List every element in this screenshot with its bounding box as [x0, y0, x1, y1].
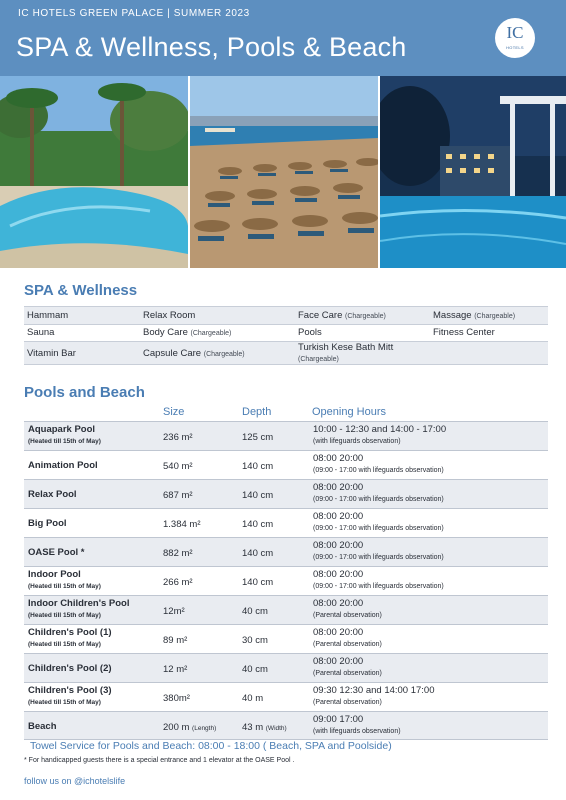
pool-name: Big Pool: [28, 518, 67, 529]
spa-cell: [295, 342, 430, 365]
pool-depth: [242, 548, 273, 559]
depth-column-header: Depth: [242, 406, 272, 418]
opening-hours: 08:00 20:00: [313, 627, 364, 638]
ic-hotels-logo: [495, 18, 535, 58]
pool-size: [163, 722, 216, 733]
pool-depth-value: 140 cm: [242, 490, 274, 501]
towel-service-note: Towel Service for Pools and Beach: 08:00 - 18:00 ( Beach, SPA and Poolside): [30, 740, 392, 752]
pool-size-value: 12m²: [163, 606, 185, 617]
pool-depth: [242, 490, 273, 501]
spa-service-label: Hammam: [27, 309, 69, 321]
pool-size: [163, 664, 187, 675]
beach-umbrellas-photo: [190, 76, 378, 268]
pool-row: [24, 450, 548, 479]
page-header: [0, 0, 566, 76]
pool-name: Beach: [28, 721, 57, 732]
spa-service-label: Massage: [433, 309, 472, 321]
opening-hours: 08:00 20:00: [313, 656, 364, 667]
pool-size-value: 1.384 m²: [163, 519, 201, 530]
chargeable-note: (Chargeable): [203, 350, 245, 358]
logo-mark: IC: [506, 23, 524, 42]
pool-depth-value: 40 cm: [242, 606, 268, 617]
observation-note: (09:00 - 17:00 with lifeguards observation): [313, 525, 444, 532]
spa-cell: [24, 307, 140, 325]
pool-row: [24, 479, 548, 508]
chargeable-note: (Chargeable): [474, 312, 516, 320]
spa-cell: [295, 324, 430, 342]
pool-size: [163, 693, 190, 704]
pool-size: [163, 606, 185, 617]
spa-services-table: [24, 306, 548, 365]
pool-depth: [242, 577, 273, 588]
chargeable-note: (Chargeable): [298, 356, 339, 363]
pool-depth-value: 140 cm: [242, 548, 274, 559]
spa-cell: [140, 324, 295, 342]
pool-depth-value: 43 m: [242, 722, 264, 733]
spa-row: [24, 307, 548, 325]
pools-section-title: Pools and Beach: [24, 384, 145, 401]
pool-depth: [242, 664, 268, 675]
observation-note: (Parental observation): [313, 670, 382, 677]
pool-row: [24, 508, 548, 537]
opening-hours: 09:30 12:30 and 14:00 17:00: [313, 685, 435, 696]
pool-size-value: 236 m²: [163, 432, 193, 443]
logo-subtext: HOTELS: [506, 45, 524, 50]
spa-service-label: Fitness Center: [433, 327, 495, 339]
pool-size-value: 12 m²: [163, 664, 188, 675]
opening-hours: 08:00 20:00: [313, 598, 364, 609]
pool-name: Children's Pool (3): [28, 685, 112, 696]
heated-note: (Heated till 15th of May): [28, 438, 101, 445]
heated-note: (Heated till 15th of May): [28, 641, 101, 648]
pool-name: OASE Pool *: [28, 547, 85, 558]
opening-hours: 09:00 17:00: [313, 714, 364, 725]
pool-depth: [242, 606, 268, 617]
observation-note: (09:00 - 17:00 with lifeguards observation): [313, 583, 444, 590]
pool-depth-value: 140 cm: [242, 519, 274, 530]
opening-hours: 08:00 20:00: [313, 453, 364, 464]
observation-note: (with lifeguards observation): [313, 438, 401, 445]
pool-size: [163, 635, 187, 646]
pool-size-value: 687 m²: [163, 490, 193, 501]
spa-cell: [24, 342, 140, 365]
pool-name: Indoor Children's Pool: [28, 598, 130, 609]
length-note: (Length): [192, 725, 217, 732]
social-follow-link[interactable]: follow us on @ichotelslife: [24, 776, 126, 786]
pool-row: [24, 711, 548, 740]
pool-name: Children's Pool (2): [28, 663, 112, 674]
pool-depth: [242, 635, 268, 646]
spa-cell: [140, 342, 295, 365]
pool-depth-value: 40 cm: [242, 664, 268, 675]
opening-hours: 08:00 20:00: [313, 569, 364, 580]
observation-note: (Parental observation): [313, 641, 382, 648]
spa-service-label: Turkish Kese Bath Mitt: [298, 342, 394, 353]
pool-size: [163, 548, 193, 559]
opening-hours: 08:00 20:00: [313, 482, 364, 493]
spa-section-title: SPA & Wellness: [24, 282, 138, 299]
pool-row: [24, 595, 548, 624]
opening-hours: 10:00 - 12:30 and 14:00 - 17:00: [313, 424, 447, 435]
spa-service-label: Sauna: [27, 327, 55, 339]
photo-strip: [0, 76, 566, 268]
size-column-header: Size: [163, 406, 185, 418]
spa-cell: [140, 307, 295, 325]
page-title: SPA & Wellness, Pools & Beach: [16, 32, 407, 62]
pool-size: [163, 490, 193, 501]
handicap-footnote: * For handicapped guests there is a special entrance and 1 elevator at the OASE Pool .: [24, 757, 295, 764]
observation-note: (09:00 - 17:00 with lifeguards observation): [313, 496, 444, 503]
pool-depth: [242, 693, 263, 704]
spa-service-label: Vitamin Bar: [27, 347, 76, 359]
pool-name: Relax Pool: [28, 489, 77, 500]
pool-size: [163, 461, 193, 472]
pool-name: Aquapark Pool: [28, 424, 96, 435]
pools-table: [24, 421, 548, 740]
spa-cell: [24, 324, 140, 342]
spa-cell: [430, 307, 548, 325]
pool-size: [163, 432, 193, 443]
pool-size-value: 882 m²: [163, 548, 193, 559]
spa-service-label: Capsule Care: [143, 347, 202, 359]
chargeable-note: (Chargeable): [190, 330, 232, 338]
observation-note: (09:00 - 17:00 with lifeguards observation): [313, 467, 444, 474]
pool-size: [163, 577, 193, 588]
spa-service-label: Body Care: [143, 327, 188, 339]
pool-row: [24, 624, 548, 653]
pool-depth-value: 40 m: [242, 693, 264, 704]
pool-size: [163, 519, 201, 530]
chargeable-note: (Chargeable): [345, 312, 386, 320]
pool-row: [24, 682, 548, 711]
spa-service-label: Pools: [298, 327, 322, 339]
pool-name: Children's Pool (1): [28, 627, 112, 638]
observation-note: (with lifeguards observation): [313, 728, 401, 735]
opening-hours-column-header: Opening Hours: [312, 406, 386, 418]
pool-depth: [242, 432, 273, 443]
pool-name: Animation Pool: [28, 460, 98, 471]
spa-service-label: Face Care: [298, 309, 343, 321]
night-pool-photo: [380, 76, 566, 268]
observation-note: (09:00 - 17:00 with lifeguards observation): [313, 554, 444, 561]
pool-depth: [242, 722, 287, 733]
pool-row: [24, 566, 548, 595]
pool-size-value: 200 m: [163, 722, 190, 733]
spa-cell: [430, 324, 548, 342]
pool-row: [24, 653, 548, 682]
pool-name: Indoor Pool: [28, 569, 81, 580]
pool-depth-value: 140 cm: [242, 577, 274, 588]
pool-size-value: 380m²: [163, 693, 190, 704]
pool-size-value: 89 m²: [163, 635, 188, 646]
hotel-season-label: IC HOTELS GREEN PALACE | SUMMER 2023: [18, 8, 250, 19]
pool-row: [24, 537, 548, 566]
pool-with-palms-photo: [0, 76, 188, 268]
spa-row: [24, 324, 548, 342]
pool-row: [24, 421, 548, 450]
observation-note: (Parental observation): [313, 699, 382, 706]
heated-note: (Heated till 15th of May): [28, 612, 101, 619]
pool-depth: [242, 519, 273, 530]
pool-depth: [242, 461, 273, 472]
heated-note: (Heated till 15th of May): [28, 699, 101, 706]
spa-cell: [430, 342, 548, 365]
pool-depth-value: 30 cm: [242, 635, 268, 646]
spa-service-label: Relax Room: [143, 309, 196, 321]
pool-size-value: 266 m²: [163, 577, 193, 588]
heated-note: (Heated till 15th of May): [28, 583, 101, 590]
spa-cell: [295, 307, 430, 325]
width-note: (Width): [265, 725, 287, 732]
observation-note: (Parental observation): [313, 612, 382, 619]
spa-row: [24, 342, 548, 365]
opening-hours: 08:00 20:00: [313, 540, 364, 551]
pool-depth-value: 140 cm: [242, 461, 274, 472]
pool-size-value: 540 m²: [163, 461, 193, 472]
opening-hours: 08:00 20:00: [313, 511, 364, 522]
pool-depth-value: 125 cm: [242, 432, 274, 443]
